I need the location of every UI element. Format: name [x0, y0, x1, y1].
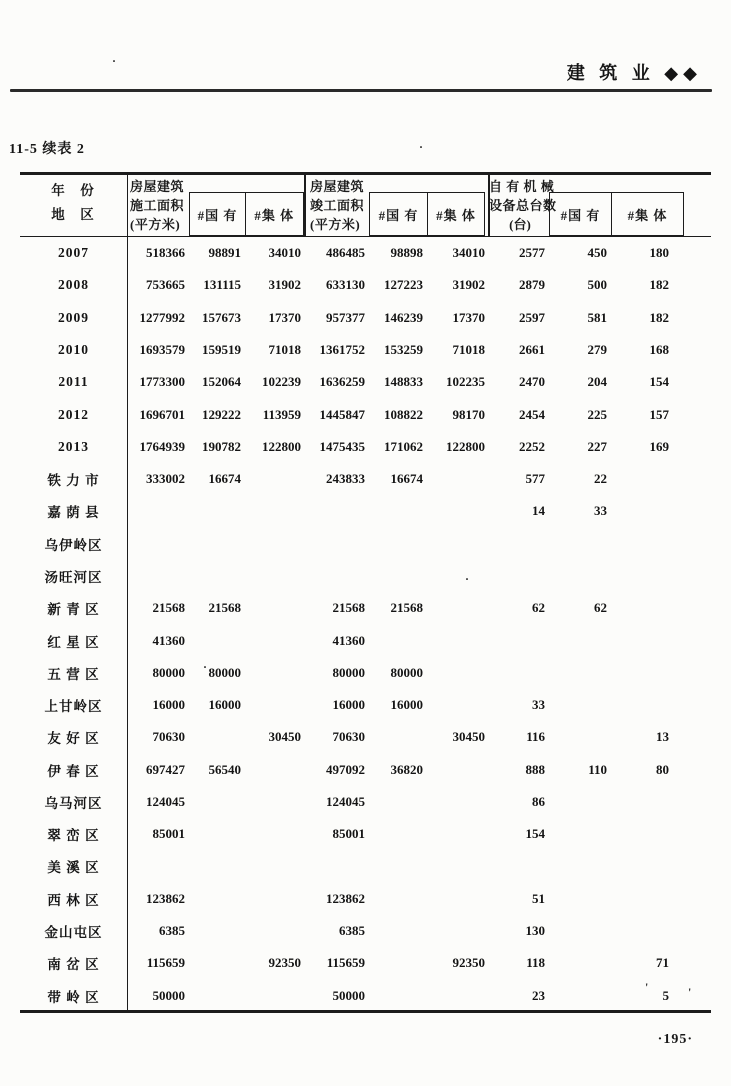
- cell-construction-state-owned: 157673: [202, 309, 241, 325]
- row-label: 新 青 区: [47, 602, 100, 618]
- cell-completed-collective: 98170: [452, 406, 485, 422]
- cell-machinery-state-owned: 450: [587, 245, 607, 261]
- cell-machinery-total: 51: [532, 890, 545, 906]
- cell-completed-state-owned: [369, 915, 427, 947]
- cell-machinery-total: 130: [525, 923, 545, 939]
- cell-construction-collective: 34010: [268, 245, 301, 261]
- row-label: 2011: [58, 374, 89, 390]
- cell-floor-space-construction: 21568: [152, 600, 185, 616]
- cell-construction-state-owned: [189, 786, 245, 818]
- cell-completed-state-owned: [369, 883, 427, 915]
- cell-completed-collective: [427, 818, 489, 850]
- cell-construction-collective: 102239: [262, 374, 301, 390]
- cell-machinery-total: 154: [525, 826, 545, 842]
- cell-construction-state-owned: [189, 495, 245, 527]
- cell-floor-space-completed: 243833: [326, 471, 365, 487]
- cell-floor-space-completed: 486485: [326, 245, 365, 261]
- cell-machinery-state-owned: 581: [587, 309, 607, 325]
- cell-completed-collective: [427, 754, 489, 786]
- table-body: [20, 237, 711, 1012]
- row-label: 南 岔 区: [47, 957, 100, 973]
- cell-floor-space-completed: 1361752: [319, 341, 365, 357]
- cell-floor-space-completed: 21568: [332, 600, 365, 616]
- cell-floor-space-construction: 518366: [146, 245, 185, 261]
- cell-floor-space-construction: 697427: [146, 761, 185, 777]
- cell-construction-state-owned: [189, 915, 245, 947]
- cell-floor-space-construction: 6385: [159, 923, 185, 939]
- cell-machinery-total: 2470: [519, 374, 545, 390]
- cell-machinery-state-owned: [549, 915, 611, 947]
- cell-completed-collective: [427, 592, 489, 624]
- group2-state-owned-header: #国 有: [370, 193, 428, 235]
- cell-completed-collective: [427, 495, 489, 527]
- cell-floor-space-construction: 1696701: [139, 406, 185, 422]
- row-label: 2012: [58, 406, 89, 422]
- cell-machinery-state-owned: [549, 689, 611, 721]
- cell-construction-state-owned: [189, 883, 245, 915]
- row-label: 2013: [58, 438, 89, 454]
- cell-completed-state-owned: 80000: [390, 664, 423, 680]
- cell-completed-collective: [427, 689, 489, 721]
- cell-machinery-total: 888: [525, 761, 545, 777]
- cell-machinery-collective: [611, 850, 711, 882]
- cell-machinery-total: 23: [532, 987, 545, 1003]
- cell-floor-space-completed: [305, 528, 369, 560]
- cell-floor-space-construction: 41360: [152, 632, 185, 648]
- corner-header: [20, 179, 126, 227]
- cell-floor-space-construction: 1764939: [139, 438, 185, 454]
- cell-completed-collective: [427, 560, 489, 592]
- group3-state-owned-header: #国 有: [550, 193, 612, 235]
- statistics-table: [20, 172, 711, 1013]
- cell-machinery-total: 2879: [519, 277, 545, 293]
- cell-construction-collective: [245, 560, 305, 592]
- cell-construction-collective: [245, 883, 305, 915]
- row-label: 红 星 区: [47, 634, 100, 650]
- group1-line2: 施工面积: [130, 197, 185, 213]
- cell-floor-space-construction: 123862: [146, 890, 185, 906]
- cell-completed-state-owned: 16000: [390, 697, 423, 713]
- cell-floor-space-construction: 753665: [146, 277, 185, 293]
- cell-completed-collective: 102235: [446, 374, 485, 390]
- cell-machinery-state-owned: [549, 624, 611, 656]
- cell-floor-space-completed: 115659: [326, 955, 365, 971]
- cell-machinery-collective: [611, 560, 711, 592]
- cell-construction-collective: [245, 624, 305, 656]
- row-label: 西 林 区: [47, 892, 100, 908]
- row-label: 上甘岭区: [44, 699, 103, 715]
- cell-machinery-collective: 80: [656, 761, 669, 777]
- group2-line3: (平方米): [310, 216, 361, 232]
- cell-construction-collective: [245, 592, 305, 624]
- cell-completed-collective: [427, 979, 489, 1011]
- cell-machinery-total: 14: [532, 503, 545, 519]
- cell-floor-space-completed: 16000: [332, 697, 365, 713]
- corner-header-line2: 地 区: [51, 207, 95, 222]
- cell-construction-state-owned: [189, 818, 245, 850]
- cell-machinery-state-owned: [549, 528, 611, 560]
- cell-floor-space-construction: 1693579: [139, 341, 185, 357]
- cell-floor-space-completed: 497092: [326, 761, 365, 777]
- cell-completed-collective: 122800: [446, 438, 485, 454]
- cell-machinery-state-owned: [549, 979, 611, 1011]
- cell-completed-state-owned: [369, 624, 427, 656]
- group2-line2: 竣工面积: [310, 197, 365, 213]
- cell-completed-collective: 71018: [452, 341, 485, 357]
- corner-header-line1: 年 份: [51, 183, 95, 198]
- row-label: 2010: [58, 341, 89, 357]
- cell-machinery-state-owned: [549, 850, 611, 882]
- cell-construction-state-owned: 56540: [208, 761, 241, 777]
- cell-completed-state-owned: 98898: [390, 245, 423, 261]
- cell-machinery-collective: 157: [649, 406, 669, 422]
- cell-floor-space-completed: [305, 495, 369, 527]
- cell-floor-space-completed: 124045: [326, 793, 365, 809]
- cell-construction-collective: [245, 689, 305, 721]
- cell-completed-state-owned: [369, 528, 427, 560]
- cell-construction-collective: [245, 818, 305, 850]
- cell-floor-space-completed: 1636259: [319, 374, 365, 390]
- cell-machinery-state-owned: [549, 786, 611, 818]
- cell-construction-state-owned: 80000: [208, 664, 241, 680]
- row-label: 2008: [58, 277, 89, 293]
- table-header: [20, 172, 711, 237]
- cell-machinery-state-owned: [549, 657, 611, 689]
- group2-subheaders: [369, 192, 485, 236]
- cell-machinery-total: 2577: [519, 245, 545, 261]
- cell-machinery-total: 577: [525, 471, 545, 487]
- cell-completed-state-owned: [369, 786, 427, 818]
- cell-machinery-state-owned: 227: [587, 438, 607, 454]
- cell-floor-space-construction: 1773300: [139, 374, 185, 390]
- cell-completed-collective: 92350: [452, 955, 485, 971]
- cell-machinery-state-owned: 500: [587, 277, 607, 293]
- cell-machinery-collective: 13: [656, 729, 669, 745]
- cell-machinery-state-owned: 62: [594, 600, 607, 616]
- cell-completed-state-owned: [369, 818, 427, 850]
- cell-completed-state-owned: [369, 721, 427, 753]
- cell-floor-space-construction: 16000: [152, 697, 185, 713]
- group3-line2: 设备总台数: [489, 197, 557, 213]
- cell-machinery-collective: 71: [656, 955, 669, 971]
- cell-machinery-total: 33: [532, 697, 545, 713]
- cell-construction-collective: [245, 850, 305, 882]
- cell-machinery-collective: 182: [649, 309, 669, 325]
- row-label: 带 岭 区: [47, 989, 100, 1005]
- cell-completed-state-owned: 16674: [390, 471, 423, 487]
- cell-completed-collective: [427, 528, 489, 560]
- cell-floor-space-completed: 633130: [326, 277, 365, 293]
- cell-construction-state-owned: 131115: [203, 277, 241, 293]
- cell-machinery-collective: [611, 786, 711, 818]
- row-label: 美 溪 区: [47, 860, 100, 876]
- group1-subheaders: [189, 192, 304, 236]
- cell-construction-state-owned: 190782: [202, 438, 241, 454]
- cell-construction-collective: 31902: [268, 277, 301, 293]
- cell-machinery-total: [489, 850, 549, 882]
- cell-construction-state-owned: [189, 624, 245, 656]
- cell-machinery-total: [489, 624, 549, 656]
- cell-completed-collective: [427, 657, 489, 689]
- row-label: 伊 春 区: [47, 763, 100, 779]
- cell-construction-state-owned: [189, 721, 245, 753]
- cell-construction-state-owned: 16674: [208, 471, 241, 487]
- cell-machinery-collective: 5: [662, 987, 669, 1003]
- cell-construction-state-owned: 129222: [202, 406, 241, 422]
- cell-machinery-total: [489, 560, 549, 592]
- scan-artifact: ·: [203, 660, 208, 674]
- cell-completed-state-owned: [369, 495, 427, 527]
- cell-machinery-collective: [611, 463, 711, 495]
- cell-machinery-collective: 154: [649, 374, 669, 390]
- cell-completed-collective: 17370: [452, 309, 485, 325]
- cell-machinery-total: 118: [526, 955, 545, 971]
- cell-completed-state-owned: [369, 560, 427, 592]
- row-label: 2007: [58, 245, 89, 261]
- group1-collective-header: #集 体: [254, 207, 295, 223]
- cell-floor-space-completed: 1445847: [319, 406, 365, 422]
- cell-completed-collective: [427, 624, 489, 656]
- cell-completed-state-owned: 148833: [384, 374, 423, 390]
- scan-artifact: ': [688, 985, 692, 999]
- cell-floor-space-construction: [127, 850, 189, 882]
- cell-construction-collective: [245, 463, 305, 495]
- page-number: ·195·: [657, 1032, 693, 1047]
- group-header-machinery: [489, 177, 557, 235]
- cell-machinery-total: 2597: [519, 309, 545, 325]
- cell-construction-collective: [245, 979, 305, 1011]
- cell-completed-collective: [427, 883, 489, 915]
- cell-construction-collective: 92350: [268, 955, 301, 971]
- cell-machinery-total: [489, 528, 549, 560]
- cell-machinery-state-owned: 204: [587, 374, 607, 390]
- cell-machinery-collective: [611, 657, 711, 689]
- cell-construction-state-owned: [189, 947, 245, 979]
- cell-machinery-state-owned: [549, 947, 611, 979]
- cell-machinery-collective: 168: [649, 341, 669, 357]
- group1-line3: (平方米): [130, 216, 181, 232]
- cell-machinery-total: [489, 657, 549, 689]
- cell-construction-collective: [245, 754, 305, 786]
- cell-construction-state-owned: 159519: [202, 341, 241, 357]
- cell-machinery-collective: [611, 592, 711, 624]
- cell-floor-space-completed: 85001: [332, 826, 365, 842]
- scan-artifact: ': [645, 980, 649, 994]
- cell-construction-collective: [245, 786, 305, 818]
- cell-floor-space-completed: 123862: [326, 890, 365, 906]
- row-label: 铁 力 市: [47, 473, 100, 489]
- cell-machinery-state-owned: [549, 560, 611, 592]
- group1-state-owned-header: #国 有: [190, 193, 246, 235]
- cell-construction-collective: 17370: [268, 309, 301, 325]
- cell-machinery-state-owned: 22: [594, 471, 607, 487]
- cell-floor-space-construction: 124045: [146, 793, 185, 809]
- cell-completed-state-owned: 21568: [390, 600, 423, 616]
- cell-completed-state-owned: 153259: [384, 341, 423, 357]
- row-label: 2009: [58, 309, 89, 325]
- row-label: 乌马河区: [44, 795, 103, 811]
- row-label: 汤旺河区: [44, 569, 103, 585]
- cell-completed-state-owned: [369, 947, 427, 979]
- group3-line1: 自 有 机 械: [489, 178, 555, 194]
- cell-machinery-collective: [611, 915, 711, 947]
- cell-completed-collective: 34010: [452, 245, 485, 261]
- cell-construction-state-owned: [189, 560, 245, 592]
- cell-completed-state-owned: 171062: [384, 438, 423, 454]
- group3-subheaders: [549, 192, 684, 236]
- cell-construction-state-owned: 98891: [208, 245, 241, 261]
- row-label: 五 营 区: [47, 666, 100, 682]
- cell-construction-collective: 71018: [268, 341, 301, 357]
- cell-machinery-state-owned: 110: [588, 761, 607, 777]
- cell-floor-space-construction: 85001: [152, 826, 185, 842]
- cell-floor-space-construction: 1277992: [139, 309, 185, 325]
- cell-construction-collective: 122800: [262, 438, 301, 454]
- cell-completed-state-owned: 127223: [384, 277, 423, 293]
- cell-floor-space-construction: [127, 495, 189, 527]
- cell-floor-space-completed: [305, 850, 369, 882]
- group-header-construction-area: [130, 177, 192, 235]
- cell-floor-space-completed: 1475435: [319, 438, 365, 454]
- cell-floor-space-completed: 41360: [332, 632, 365, 648]
- scan-artifact: ·: [465, 572, 470, 586]
- cell-construction-state-owned: [189, 528, 245, 560]
- cell-machinery-total: 2454: [519, 406, 545, 422]
- cell-completed-state-owned: [369, 850, 427, 882]
- cell-floor-space-construction: 50000: [152, 987, 185, 1003]
- cell-machinery-total: 2252: [519, 438, 545, 454]
- group1-line1: 房屋建筑: [130, 178, 185, 194]
- cell-machinery-total: 116: [526, 729, 545, 745]
- cell-construction-collective: 113959: [262, 406, 301, 422]
- group2-collective-header: #集 体: [436, 207, 476, 223]
- cell-construction-state-owned: [189, 979, 245, 1011]
- cell-machinery-total: 86: [532, 793, 545, 809]
- cell-floor-space-construction: 70630: [152, 729, 185, 745]
- cell-machinery-collective: [611, 883, 711, 915]
- cell-construction-collective: [245, 528, 305, 560]
- cell-construction-collective: [245, 915, 305, 947]
- scan-artifact: ·: [112, 54, 117, 68]
- table-caption: 11-5 续表 2: [9, 142, 85, 157]
- cell-machinery-state-owned: [549, 818, 611, 850]
- cell-construction-collective: [245, 657, 305, 689]
- cell-machinery-state-owned: 279: [587, 341, 607, 357]
- cell-machinery-state-owned: 225: [587, 406, 607, 422]
- cell-completed-state-owned: 146239: [384, 309, 423, 325]
- cell-floor-space-completed: [305, 560, 369, 592]
- cell-completed-state-owned: 108822: [384, 406, 423, 422]
- group3-collective-header: #集 体: [627, 207, 668, 223]
- cell-floor-space-construction: [127, 528, 189, 560]
- cell-completed-collective: [427, 786, 489, 818]
- cell-machinery-collective: 169: [649, 438, 669, 454]
- cell-completed-collective: 31902: [452, 277, 485, 293]
- cell-machinery-state-owned: 33: [594, 503, 607, 519]
- cell-floor-space-completed: 6385: [339, 923, 365, 939]
- cell-machinery-collective: [611, 495, 711, 527]
- cell-floor-space-completed: 80000: [332, 664, 365, 680]
- masthead-rule: [10, 89, 712, 92]
- cell-completed-state-owned: 36820: [390, 761, 423, 777]
- row-label: 乌伊岭区: [44, 537, 103, 553]
- scan-artifact: ·: [419, 140, 424, 154]
- cell-machinery-collective: [611, 818, 711, 850]
- cell-floor-space-completed: 70630: [332, 729, 365, 745]
- row-label: 嘉 荫 县: [47, 505, 100, 521]
- cell-completed-collective: [427, 850, 489, 882]
- cell-construction-state-owned: 16000: [208, 697, 241, 713]
- row-label: 友 好 区: [47, 731, 100, 747]
- cell-completed-collective: 30450: [452, 729, 485, 745]
- cell-machinery-collective: [611, 528, 711, 560]
- cell-construction-collective: 30450: [268, 729, 301, 745]
- cell-machinery-collective: 182: [649, 277, 669, 293]
- cell-machinery-state-owned: [549, 721, 611, 753]
- cell-floor-space-completed: 50000: [332, 987, 365, 1003]
- cell-machinery-collective: [611, 689, 711, 721]
- cell-machinery-collective: 180: [649, 245, 669, 261]
- cell-floor-space-construction: [127, 560, 189, 592]
- group3-line3: (台): [509, 216, 531, 232]
- cell-construction-collective: [245, 495, 305, 527]
- row-label: 翠 峦 区: [47, 828, 100, 844]
- cell-completed-state-owned: [369, 979, 427, 1011]
- group2-line1: 房屋建筑: [310, 178, 365, 194]
- cell-floor-space-construction: 80000: [152, 664, 185, 680]
- cell-machinery-total: 2661: [519, 341, 545, 357]
- cell-machinery-total: 62: [532, 600, 545, 616]
- cell-floor-space-construction: 333002: [146, 471, 185, 487]
- cell-completed-collective: [427, 463, 489, 495]
- cell-construction-state-owned: 21568: [208, 600, 241, 616]
- cell-machinery-collective: [611, 624, 711, 656]
- cell-floor-space-construction: 115659: [146, 955, 185, 971]
- cell-machinery-state-owned: [549, 883, 611, 915]
- row-label: 金山屯区: [44, 925, 103, 941]
- cell-completed-collective: [427, 915, 489, 947]
- group-header-completed-area: [310, 177, 372, 235]
- chapter-title: 建 筑 业 ◆◆: [566, 63, 702, 83]
- cell-construction-state-owned: [189, 850, 245, 882]
- cell-construction-state-owned: 152064: [202, 374, 241, 390]
- cell-floor-space-completed: 957377: [326, 309, 365, 325]
